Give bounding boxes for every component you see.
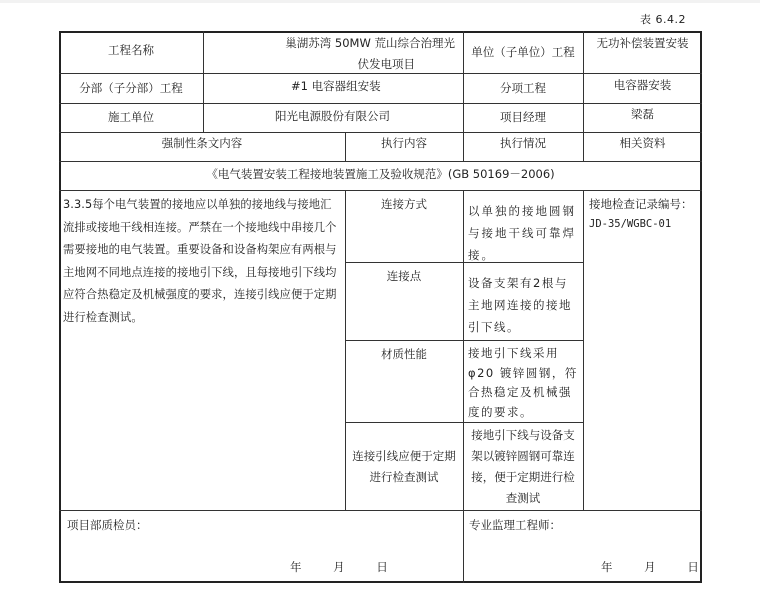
col-header-exec-content: 执行内容 bbox=[381, 136, 427, 150]
row-divider bbox=[345, 340, 583, 341]
col-divider bbox=[463, 510, 464, 583]
col-header-related: 相关资料 bbox=[619, 136, 666, 150]
row-divider bbox=[59, 190, 702, 191]
project-manager-label: 项目经理 bbox=[500, 110, 546, 124]
item-status-inspection: 接地引下线与设备支架以镀锌圆钢可靠连接，便于定期进行检查测试 bbox=[471, 428, 575, 505]
qc-date bbox=[262, 557, 462, 578]
day-label: 日 bbox=[687, 560, 699, 574]
item-project-value: 电容器安装 bbox=[613, 78, 672, 92]
subdivision-label: 分部（子分部）工程 bbox=[79, 81, 183, 95]
month-label: 月 bbox=[644, 560, 656, 574]
item-project-label: 分项工程 bbox=[500, 81, 546, 95]
col-header-exec-status: 执行情况 bbox=[500, 136, 546, 150]
item-content-material: 材质性能 bbox=[381, 347, 427, 361]
related-record-code: JD-35/WGBC-01 bbox=[589, 218, 672, 230]
related-record-label: 接地检查记录编号： bbox=[589, 197, 693, 211]
table-number: 表 6.4.2 bbox=[640, 13, 686, 26]
project-manager-value: 梁磊 bbox=[631, 107, 654, 121]
year-label: 年 bbox=[601, 560, 613, 574]
project-name-label: 工程名称 bbox=[108, 43, 154, 57]
clause-text: 3.3.5每个电气装置的接地应以单独的接地线与接地汇流排或接地干线相连接。严禁在一个接地线中串接几个需要接地的电气装置。重要设备和设备构架应有两根与主地网不同地点连接的接地引下线，且每接地引下线均应符合热稳定及机械强度的要求，连接引线应便于定期进行检查测试。 bbox=[63, 198, 337, 324]
item-content-inspection: 连接引线应便于定期进行检查测试 bbox=[352, 449, 456, 484]
item-content-connection-method: 连接方式 bbox=[381, 197, 427, 211]
row-divider bbox=[345, 422, 583, 423]
unit-project-label: 单位（子单位）工程 bbox=[471, 45, 575, 59]
contractor-value: 阳光电源股份有限公司 bbox=[275, 109, 390, 123]
year-label: 年 bbox=[290, 560, 302, 574]
unit-project-value: 无功补偿装置安装 bbox=[596, 36, 689, 50]
col-divider bbox=[463, 190, 464, 510]
col-divider bbox=[583, 190, 584, 510]
row-divider bbox=[59, 161, 702, 162]
item-status-connection-point: 设备支架有2根与主地网连接的接地引下线。 bbox=[468, 276, 572, 334]
qc-inspector-label: 项目部质检员： bbox=[67, 518, 148, 532]
project-name-line-2: 伏发电项目 bbox=[357, 57, 415, 71]
col-header-clause: 强制性条文内容 bbox=[161, 136, 243, 150]
day-label: 日 bbox=[376, 560, 388, 574]
subdivision-value: #1 电容器组安装 bbox=[291, 79, 381, 93]
row-divider bbox=[59, 510, 702, 511]
project-name-value bbox=[203, 33, 463, 75]
item-status-material: 接地引下线采用 φ20 镀锌圆钢，符合热稳定及机械强度的要求。 bbox=[468, 346, 578, 419]
item-status-connection-method: 以单独的接地圆钢与接地干线可靠焊接。 bbox=[468, 204, 576, 262]
standard-title: 《电气装置安装工程接地装置施工及验收规范》(GB 50169－2006) bbox=[206, 167, 555, 181]
supervisor-label: 专业监理工程师： bbox=[469, 518, 561, 532]
item-content-connection-point: 连接点 bbox=[386, 269, 422, 283]
month-label: 月 bbox=[333, 560, 345, 574]
supervisor-date bbox=[573, 557, 703, 578]
contractor-label: 施工单位 bbox=[108, 110, 154, 124]
page-top-strip bbox=[0, 0, 760, 3]
project-name-line-1: 巢湖苏湾 50MW 荒山综合治理光 bbox=[285, 36, 455, 50]
